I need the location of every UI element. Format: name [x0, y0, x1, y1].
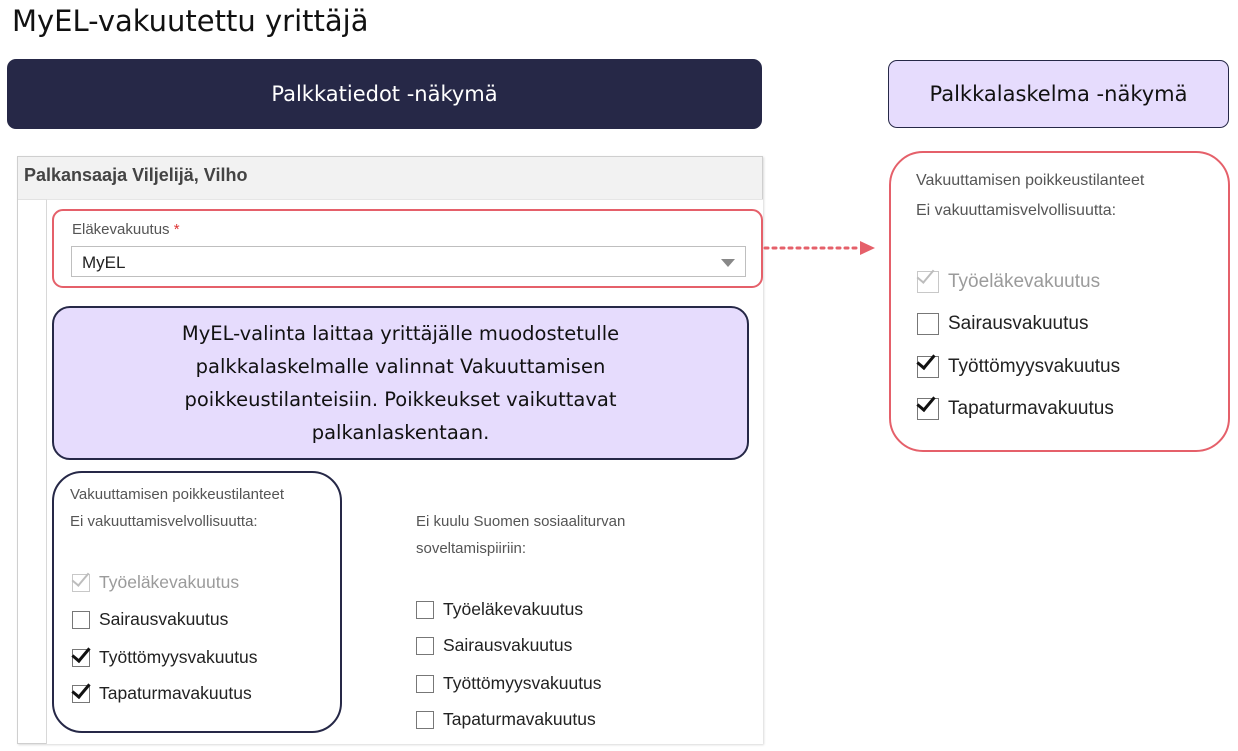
pension-insurance-highlight [52, 209, 763, 288]
palkkalaskelma-view-banner: Palkkalaskelma -näkymä [888, 60, 1229, 128]
required-mark: * [173, 221, 180, 238]
exceptions-heading: Vakuuttamisen poikkeustilanteet [70, 486, 285, 503]
checkbox-label: Sairausvakuutus [99, 609, 229, 629]
no-obligation-heading: Ei vakuuttamisvelvollisuutta: [70, 513, 258, 530]
checkbox-checked-icon [72, 685, 90, 703]
checkbox-row-tapaturma-2[interactable] [416, 709, 596, 730]
dotted-arrow-icon [763, 240, 878, 256]
checkbox-label: Työttömyysvakuutus [948, 356, 1121, 377]
checkbox-label: Työttömyysvakuutus [443, 673, 602, 693]
checkbox-label: Tapaturmavakuutus [99, 683, 252, 703]
checkbox-label: Sairausvakuutus [948, 313, 1089, 334]
page-title: MyEL-vakuutettu yrittäjä [12, 4, 369, 38]
checkbox-unchecked-icon [416, 637, 434, 655]
payslip-checkbox-tyoelake[interactable] [917, 271, 1100, 293]
checkbox-label: Tapaturmavakuutus [948, 398, 1114, 419]
not-in-social-security-heading-2: soveltamispiiriin: [416, 540, 527, 557]
pension-insurance-label: Eläkevakuutus * [72, 221, 180, 238]
checkbox-row-tyottomyys-2[interactable] [416, 673, 602, 694]
checkbox-label: Työttömyysvakuutus [99, 647, 258, 667]
checkbox-checked-disabled-icon [917, 271, 939, 293]
checkbox-unchecked-icon [416, 601, 434, 619]
checkbox-checked-icon [72, 649, 90, 667]
checkbox-checked-icon [917, 356, 939, 378]
checkbox-label: Työeläkevakuutus [99, 572, 240, 592]
not-in-social-security-heading: Ei kuulu Suomen sosiaaliturvan [416, 513, 626, 530]
checkbox-row-tyoelake[interactable] [72, 572, 239, 593]
payslip-exceptions-heading: Vakuuttamisen poikkeustilanteet [916, 172, 1145, 189]
panel-title: Palkansaaja Viljelijä, Vilho [24, 165, 248, 185]
checkbox-unchecked-icon [416, 675, 434, 693]
checkbox-label: Tapaturmavakuutus [443, 709, 596, 729]
payslip-no-obligation-heading: Ei vakuuttamisvelvollisuutta: [916, 202, 1117, 219]
checkbox-checked-icon [917, 398, 939, 420]
checkbox-row-sairaus[interactable] [72, 609, 228, 630]
explanation-text: MyEL-valinta laittaa yrittäjälle muodostetulle palkkalaskelmalle valinnat Vakuuttamisen poikkeustilanteisiin. Poikkeukset vaikuttavat palkanlaskentaan. [181, 322, 620, 444]
checkbox-unchecked-icon [72, 611, 90, 629]
checkbox-row-tapaturma[interactable] [72, 683, 252, 704]
palkkatiedot-view-banner: Palkkatiedot -näkymä [7, 59, 762, 129]
payslip-checkbox-tapaturma[interactable] [917, 398, 1114, 420]
checkbox-unchecked-icon [416, 711, 434, 729]
explanation-note [52, 306, 749, 460]
checkbox-row-tyoelake-2[interactable] [416, 599, 583, 620]
payslip-checkbox-sairaus[interactable] [917, 313, 1088, 335]
checkbox-row-sairaus-2[interactable] [416, 635, 572, 656]
checkbox-label: Työeläkevakuutus [443, 599, 584, 619]
checkbox-checked-disabled-icon [72, 574, 90, 592]
checkbox-unchecked-icon [917, 313, 939, 335]
checkbox-row-tyottomyys[interactable] [72, 647, 258, 668]
pension-insurance-select[interactable] [71, 246, 746, 277]
panel-header [18, 157, 762, 200]
payslip-checkbox-tyottomyys[interactable] [917, 356, 1120, 378]
pension-insurance-value: MyEL [82, 253, 126, 272]
checkbox-label: Työeläkevakuutus [948, 271, 1101, 292]
chevron-down-icon [721, 259, 735, 267]
checkbox-label: Sairausvakuutus [443, 635, 573, 655]
